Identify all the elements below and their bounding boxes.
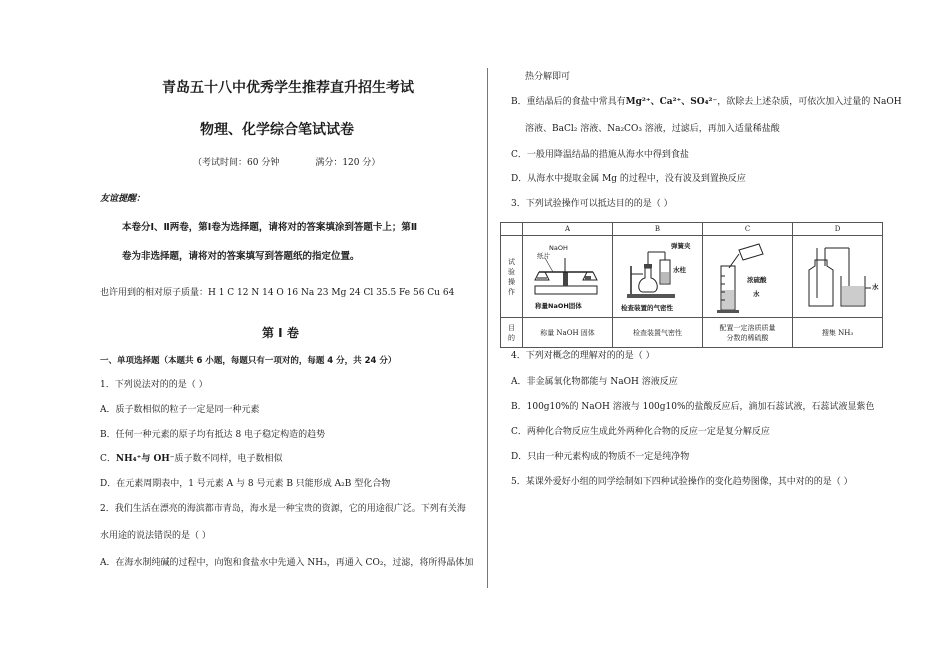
part1-heading: 一、单项选择题（本题共 6 小题，每题只有一项对的，每题 4 分，共 24 分） [100, 356, 397, 366]
table-corner [501, 223, 523, 236]
q1c-rest: 质子数不同样，电子数相似 [174, 454, 283, 464]
row-label-char: 操 [508, 277, 515, 286]
column-divider [487, 68, 488, 588]
q2-option-a: A．在海水制纯碱的过程中，向饱和食盐水中先通入 NH₃，再通入 CO₂，过滤，将所得晶体加 [100, 558, 474, 568]
q2-option-b [511, 96, 902, 108]
question-2-line-1: 2．我们生活在漂亮的海滨都市青岛，海水是一种宝贵的资源，它的用途很广泛。下列有关海 [100, 504, 466, 514]
purpose-c-line-2: 分数的稀硫酸 [726, 333, 769, 342]
question-2-line-2: 水用途的说法错误的是（ ） [100, 531, 211, 541]
col-header-d: D [793, 223, 883, 236]
exam-info: （考试时间：60 分钟 满分：120 分） [193, 158, 381, 168]
question-3: 3．下列试验操作可以抵达目的的是（ ） [511, 199, 673, 209]
label-naoh: NaOH [549, 244, 568, 252]
q2-option-d: D．从海水中提取金属 Mg 的过程中，没有波及到置换反应 [511, 174, 746, 184]
row-label-char: 试 [508, 257, 515, 266]
label-water-d: 水 [872, 283, 879, 291]
exam-subtitle: 物理、化学综合笔试试卷 [200, 122, 354, 138]
figure-b-caption: 检查装置的气密性 [621, 304, 673, 312]
q2b-rest: ，欲除去上述杂质，可依次加入过量的 NaOH [717, 97, 902, 107]
experiment-table [500, 222, 883, 348]
purpose-a: 称量 NaOH 固体 [523, 318, 613, 348]
q1c-prefix: C． [100, 454, 116, 464]
q1-option-c [100, 453, 283, 465]
purpose-c [703, 318, 793, 348]
q2b-ions: Mg²⁺、Ca²⁺、SO₄²⁻ [625, 97, 718, 107]
question-1: 1．下列说法对的的是（ ） [100, 380, 208, 390]
q4-option-c: C．两种化合物反应生成此外两种化合物的反应一定是复分解反应 [511, 427, 770, 437]
label-paper: 纸片 [537, 252, 550, 260]
q2a-continued: 热分解即可 [525, 72, 571, 82]
row-label-char: 验 [508, 267, 515, 276]
label-water-column: 水柱 [673, 266, 686, 274]
row-label-operation [501, 236, 523, 318]
row-label-char: 的 [508, 333, 515, 342]
purpose-c-line-1: 配置一定溶质质量 [719, 323, 776, 332]
q4-option-a: A．非金属氧化物都能与 NaOH 溶液反应 [511, 377, 678, 387]
label-water: 水 [753, 290, 760, 298]
figure-a-caption: 称量NaOH固体 [535, 302, 582, 310]
row-label-purpose [501, 318, 523, 348]
section-title: 第 Ⅰ 卷 [262, 326, 299, 340]
q1c-ions: NH₄⁺与 OH⁻ [115, 454, 175, 464]
notice-line-1: 本卷分Ⅰ、Ⅱ两卷，第Ⅰ卷为选择题，请将对的答案填涂到答题卡上；第Ⅱ [122, 222, 418, 233]
q1-option-b: B．任何一种元素的原子均有抵达 8 电子稳定构造的趋势 [100, 430, 326, 440]
col-header-b: B [613, 223, 703, 236]
exam-title: 青岛五十八中优秀学生推荐直升招生考试 [162, 80, 414, 96]
q4-option-b: B．100g10%的 NaOH 溶液与 100g10%的盐酸反应后，滴加石蕊试液，石蕊试液显紫色 [511, 402, 875, 412]
figure-b-cell [613, 236, 703, 318]
notice-label: 友谊提醒： [100, 194, 146, 204]
purpose-b: 检查装置气密性 [613, 318, 703, 348]
question-4: 4．下列对概念的理解对的的是（ ） [511, 351, 655, 361]
figure-d-cell [793, 236, 883, 318]
question-5: 5．某课外爱好小组的同学绘制如下四种试验操作的变化趋势图像，其中对的的是（ ） [511, 477, 853, 487]
col-header-c: C [703, 223, 793, 236]
figure-c-cell [703, 236, 793, 318]
q1-option-d: D．在元素周期表中，1 号元素 A 与 8 号元素 B 只能形成 A₂B 型化合物 [100, 479, 391, 489]
label-spring-clip: 弹簧夹 [671, 242, 691, 250]
label-concentrated-acid: 浓硫酸 [747, 276, 767, 284]
notice-line-2: 卷为非选择题，请将对的答案填写到答题纸的指定位置。 [122, 251, 360, 262]
gas-collection-figure [793, 236, 883, 317]
col-header-a: A [523, 223, 613, 236]
q2b-prefix: B．重结晶后的食盐中常具有 [511, 97, 626, 107]
q2-option-b-line-2: 溶液、BaCl₂ 溶液、Na₂CO₃ 溶液，过滤后，再加入适量稀盐酸 [525, 124, 780, 134]
row-label-char: 作 [508, 287, 515, 296]
figure-a-cell [523, 236, 613, 318]
row-label-char: 目 [508, 323, 515, 332]
atomic-mass-note: 也许用到的相对原子质量：H 1 C 12 N 14 O 16 Na 23 Mg 24 Cl 35.5 Fe 56 Cu 64 [100, 288, 455, 298]
q2-option-c: C．一般用降温结晶的措施从海水中得到食盐 [511, 150, 689, 160]
purpose-d: 搜集 NH₃ [793, 318, 883, 348]
q1-option-a: A．质子数相似的粒子一定是同一种元素 [100, 405, 260, 415]
q4-option-d: D．只由一种元素构成的物质不一定是纯净物 [511, 452, 690, 462]
